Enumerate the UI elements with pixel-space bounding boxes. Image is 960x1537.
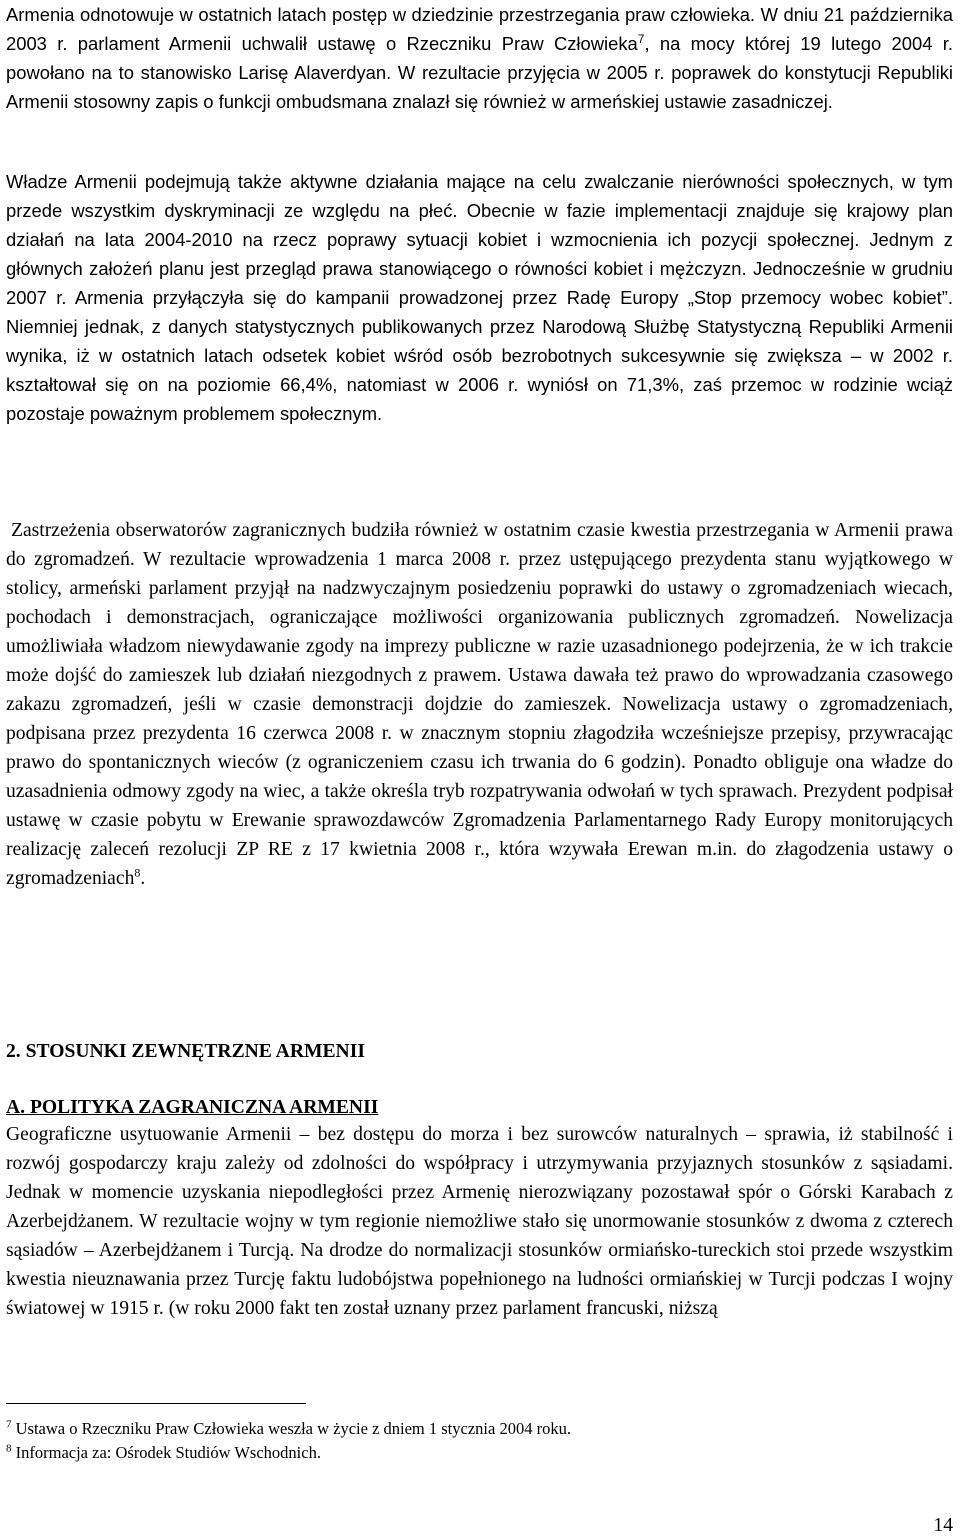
footnote-separator — [6, 1403, 306, 1404]
paragraph-right-of-assembly — [6, 516, 953, 893]
footnote-number: 8 — [6, 1442, 12, 1455]
paragraph-text: . — [140, 868, 146, 889]
paragraph-text: Zastrzeżenia obserwatorów zagranicznych budziła również w ostatnim czasie kwestia przestrzegania w Armenii prawa do zgromadzeń. W rezultacie wprowadzenia 1 marca 2008 r. przez ustępującego prezydenta stanu wyjątkowego w stolicy, armeński parlament przyjął na nadzwyczajnym posiedzeniu poprawki do ustawy o zgromadzeniach wiecach, pochodach i demonstracjach, ograniczające możliwości organizowania publicznych zgromadzeń. Nowelizacja umożliwiała władzom niewydawanie zgody na imprezy publiczne w razie uzasadnionego podejrzenia, że w ich trakcie może dojść do zamieszek lub działań niezgodnych z prawem. Ustawa dawała też prawo do wprowadzania czasowego zakazu zgromadzeń, jeśli w czasie demonstracji dojdzie do zamieszek. Nowelizacja ustawy o zgromadzeniach, podpisana przez prezydenta 16 czerwca 2008 r. w znacznym stopniu złagodziła wcześniejsze przepisy, przywracając prawo do spontanicznych wieców (z ograniczeniem czasu ich trwania do 6 godzin). Ponadto obliguje ona władze do uzasadnienia odmowy zgody na wiec, a także określa tryb rozpatrywania odwołań w tych sprawach. Prezydent podpisał ustawę w czasie pobytu w Erewanie sprawozdawców Zgromadzenia Parlamentarnego Rady Europy monitorujących realizację zaleceń rezolucji ZP RE z 17 kwietnia 2008 r., która wzywała Erewan m.in. do złagodzenia ustawy o zgromadzeniach — [6, 520, 953, 889]
paragraph-foreign-policy: Geograficzne usytuowanie Armenii – bez dostępu do morza i bez surowców naturalnych – sprawia, iż stabilność i rozwój gospodarczy kraju zależy od zdolności do współpracy i utrzymywania przyjaznych stosunków z sąsiadami. Jednak w momencie uzyskania niepodległości przez Armenię nierozwiązany pozostawał spór o Górski Karabach z Azerbejdżanem. W rezultacie wojny w tym regionie niemożliwe stało się unormowanie stosunków z dwoma z czterech sąsiadów – Azerbejdżanem i Turcją. Na drodze do normalizacji stosunków ormiańsko-tureckich stoi przede wszystkim kwestia nieuznawania przez Turcję faktu ludobójstwa popełnionego na ludności ormiańskiej w Turcji podczas I wojny światowej w 1915 r. (w roku 2000 fakt ten został uznany przez parlament francuski, niższą — [6, 1124, 953, 1319]
footnote-text: Informacja za: Ośrodek Studiów Wschodnich. — [11, 1443, 321, 1462]
footnote-reference-8: 8 — [134, 865, 141, 880]
paragraph-text: , na mocy której 19 lutego 2004 r. powołano na to stanowisko Larisę Alaverdyan. W rezultacie przyjęcia w 2005 r. poprawek do konstytucji Republiki Armenii stosowny zapis o funkcji ombudsmana znalazł się również w armeńskiej ustawie zasadniczej. — [6, 33, 953, 112]
paragraph-text: Armenia odnotowuje w ostatnich latach postęp w dziedzinie przestrzegania praw człowieka. W dniu 21 października 2003 r. parlament Armenii uchwalił ustawę o Rzeczniku Praw Człowieka — [6, 4, 953, 54]
subsection-heading: A. POLITYKA ZAGRANICZNA ARMENII — [6, 1097, 379, 1118]
footnote-text: Ustawa o Rzeczniku Praw Człowieka weszła w życie z dniem 1 stycznia 2004 roku. — [11, 1419, 571, 1438]
footnote-number: 7 — [6, 1418, 12, 1431]
footnote-8 — [6, 1443, 321, 1463]
paragraph-gender-equality: Władze Armenii podejmują także aktywne działania mające na celu zwalczanie nierówności społecznych, w tym przede wszystkim dyskryminacji ze względu na płeć. Obecnie w fazie implementacji znajduje się krajowy plan działań na lata 2004-2010 na rzecz poprawy sytuacji kobiet i wzmocnienia ich pozycji społecznej. Jednym z głównych założeń planu jest przegląd prawa stanowiącego o równości kobiet i mężczyzn. Jednocześnie w grudniu 2007 r. Armenia przyłączyła się do kampanii prowadzonej przez Radę Europy „Stop przemocy wobec kobiet”. Niemniej jednak, z danych statystycznych publikowanych przez Narodową Służbę Statystyczną Republiki Armenii wynika, iż w ostatnich latach odsetek kobiet wśród osób bezrobotnych sukcesywnie się zwiększa – w 2002 r. kształtował się on na poziomie 66,4%, natomiast w 2006 r. wyniósł on 71,3%, zaś przemoc w rodzinie wciąż pozostaje poważnym problemem społecznym. — [6, 171, 953, 424]
footnote-7 — [6, 1419, 571, 1439]
page-number: 14 — [933, 1515, 953, 1536]
paragraph-human-rights-ombudsman — [6, 0, 953, 116]
section-heading: 2. STOSUNKI ZEWNĘTRZNE ARMENII — [6, 1041, 365, 1062]
footnote-reference-7: 7 — [637, 31, 645, 46]
